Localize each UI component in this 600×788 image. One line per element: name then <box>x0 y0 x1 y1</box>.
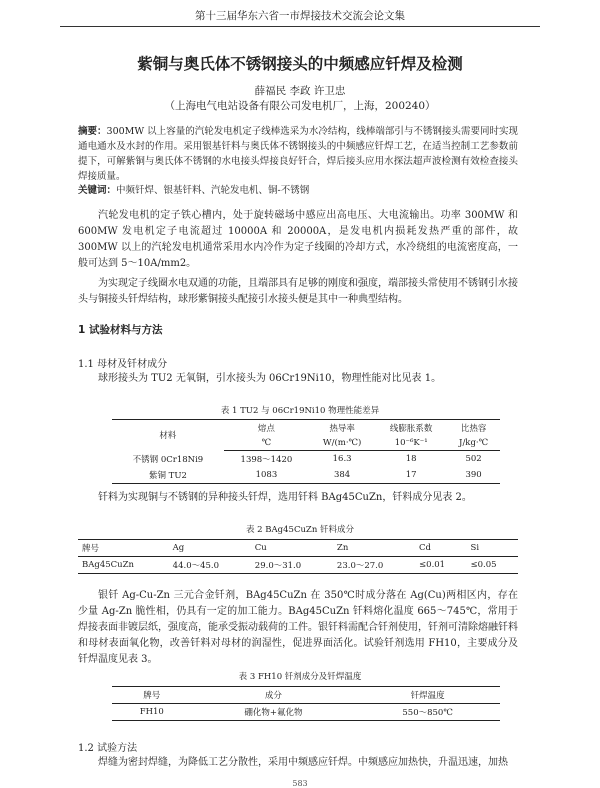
table-3-header: 钎焊温度 <box>355 687 500 704</box>
table-2-header: Cu <box>251 540 333 557</box>
table-2-header: Zn <box>333 540 415 557</box>
table-1-unit: 10⁻⁶K⁻¹ <box>375 436 447 451</box>
table-1-header: 线膨胀系数 <box>389 424 433 434</box>
table-row <box>78 557 518 574</box>
table-1-unit: W/(m·℃) <box>309 436 375 451</box>
table-1-caption: 表 1 TU2 与 06Cr19Ni10 物理性能差异 <box>220 406 380 416</box>
table-row <box>112 467 500 484</box>
table-1-header: 热导率 <box>329 424 355 434</box>
keywords-label: 关键词： <box>78 185 117 196</box>
table-row <box>112 451 500 468</box>
table-cell: 390 <box>465 470 482 480</box>
keywords <box>78 182 518 196</box>
subsection-1-2-heading: 1.2 试验方法 <box>78 743 138 754</box>
table-cell: 502 <box>465 454 482 464</box>
table-cell: 17 <box>405 470 417 480</box>
subsection-1-1-text: 球形接头为 TU2 无氧铜，引水接头为 06Cr19Ni10，物理性能对比见表 1。 <box>98 373 442 384</box>
table-cell: FH10 <box>139 707 164 717</box>
table-3-header: 牌号 <box>112 687 192 704</box>
table-cell: BAg45CuZn <box>82 560 135 570</box>
subsection-1-1-heading: 1.1 母材及钎材成分 <box>78 359 168 370</box>
table-cell: ≤0.05 <box>470 560 497 570</box>
table-3-caption: 表 3 FH10 钎剂成分及钎焊温度 <box>238 672 362 682</box>
table-cell: 550～850℃ <box>402 708 453 718</box>
table-cell: 44.0～45.0 <box>172 561 220 571</box>
table-2-header: Ag <box>169 540 251 557</box>
affiliation: （上海电气电站设备有限公司发电机厂，上海，200240） <box>164 100 436 112</box>
authors: 薛福民 李政 许卫忠 <box>254 85 346 97</box>
table-1-header: 材料 <box>159 431 177 442</box>
table-cell: 硼化物+氟化物 <box>244 708 303 718</box>
subsection-1-2-text: 焊缝为密封焊缝，为降低工艺分散性，采用中频感应钎焊。中频感应加热快，升温迅速，加热 <box>98 757 508 768</box>
table-2-header: Si <box>467 540 519 557</box>
intro-paragraph-2: 为实现定子线圈水电双通的功能，且端部具有足够的刚度和强度，端部接头常使用不锈钢引水接头与铜接头钎焊结构，球形紫铜接头配接引水接头便是其中一种典型结构。 <box>78 278 518 305</box>
table-row <box>112 704 500 721</box>
table-2-header: 牌号 <box>78 540 169 557</box>
table-cell: 16.3 <box>332 454 352 464</box>
table-1-header: 比热容 <box>460 424 487 434</box>
paper-title: 紫铜与奥氏体不锈钢接头的中频感应钎焊及检测 <box>137 55 463 73</box>
table-1-unit: ℃ <box>224 436 309 451</box>
table-2 <box>78 539 518 574</box>
paragraph-after-table-1: 钎料为实现铜与不锈钢的异种接头钎焊，选用钎料 BAg45CuZn，钎料成分见表 2。 <box>98 492 472 503</box>
table-3-header: 成分 <box>192 687 356 704</box>
abstract-label: 摘要： <box>78 126 107 137</box>
table-3 <box>112 686 500 721</box>
table-cell: 384 <box>333 470 351 480</box>
table-2-caption: 表 2 BAg45CuZn 钎料成分 <box>245 525 354 535</box>
intro-paragraph-1: 汽轮发电机的定子铁心槽内，处于旋转磁场中感应出高电压、大电流输出。功率 300MW 和 600MW 发电机定子电流超过 10000A 和 20000A，是发电机内损耗发热严重的部件，故 300MW 以上的汽轮发电机通常采用水内冷作为定子线圈的冷却方式，水冷绕组的电流密度高，一般可达到 5～10A/mm2。 <box>78 210 518 269</box>
page-number: 583 <box>292 779 308 788</box>
table-cell: 紫铜 TU2 <box>148 471 187 481</box>
paragraph-after-table-2: 银钎 Ag-Cu-Zn 三元合金钎剂，BAg45CuZn 在 350℃时成分落在 Ag(Cu)两相区内，存在少量 Ag-Zn 脆性相，仍具有一定的加工能力。BAg45CuZn 钎料熔化温度 665～745℃，常用于焊接表面非镀层纸，强度高，能承受振动载荷的工件。银钎料需配合钎剂使用，钎剂可清除熔融钎料和母材表面氧化物，改善钎料对母材的润湿性，促进界面活化。试验钎剂选用 FH10，主要成分及钎焊温度见表 3。 <box>78 590 518 665</box>
table-1 <box>112 419 500 484</box>
table-1-unit: J/kg·℃ <box>447 436 500 451</box>
section-1-heading: 1 试验材料与方法 <box>78 324 163 336</box>
table-cell: 23.0～27.0 <box>336 561 384 571</box>
table-cell: 1083 <box>255 470 278 480</box>
running-header: 第十三届华东六省一市焊接技术交流会论文集 <box>60 8 540 27</box>
table-cell: ≤0.01 <box>419 560 446 570</box>
table-2-header: Cd <box>415 540 466 557</box>
keywords-text: 中频钎焊、银基钎料、汽轮发电机、铜-不锈钢 <box>116 185 310 196</box>
abstract <box>78 124 518 184</box>
table-cell: 不锈钢 0Cr18Ni9 <box>132 454 204 465</box>
table-1-header: 熔点 <box>257 424 275 434</box>
table-cell: 18 <box>405 454 417 464</box>
abstract-text: 300MW 以上容量的汽轮发电机定子线棒选采为水冷结构，线棒端部引与不锈钢接头需要同时实现通电通水及水封的作用。采用银基钎料与奥氏体不锈钢接头的中频感应钎焊工艺，在适当控制工艺参数前提下，可解紫铜与奥氏体不锈钢的水电接头焊接良好钎合，焊后接头应用水探法超声波检测有效检查接头焊接质量。 <box>78 126 518 182</box>
table-cell: 1398～1420 <box>240 455 293 465</box>
table-cell: 29.0～31.0 <box>254 561 302 571</box>
